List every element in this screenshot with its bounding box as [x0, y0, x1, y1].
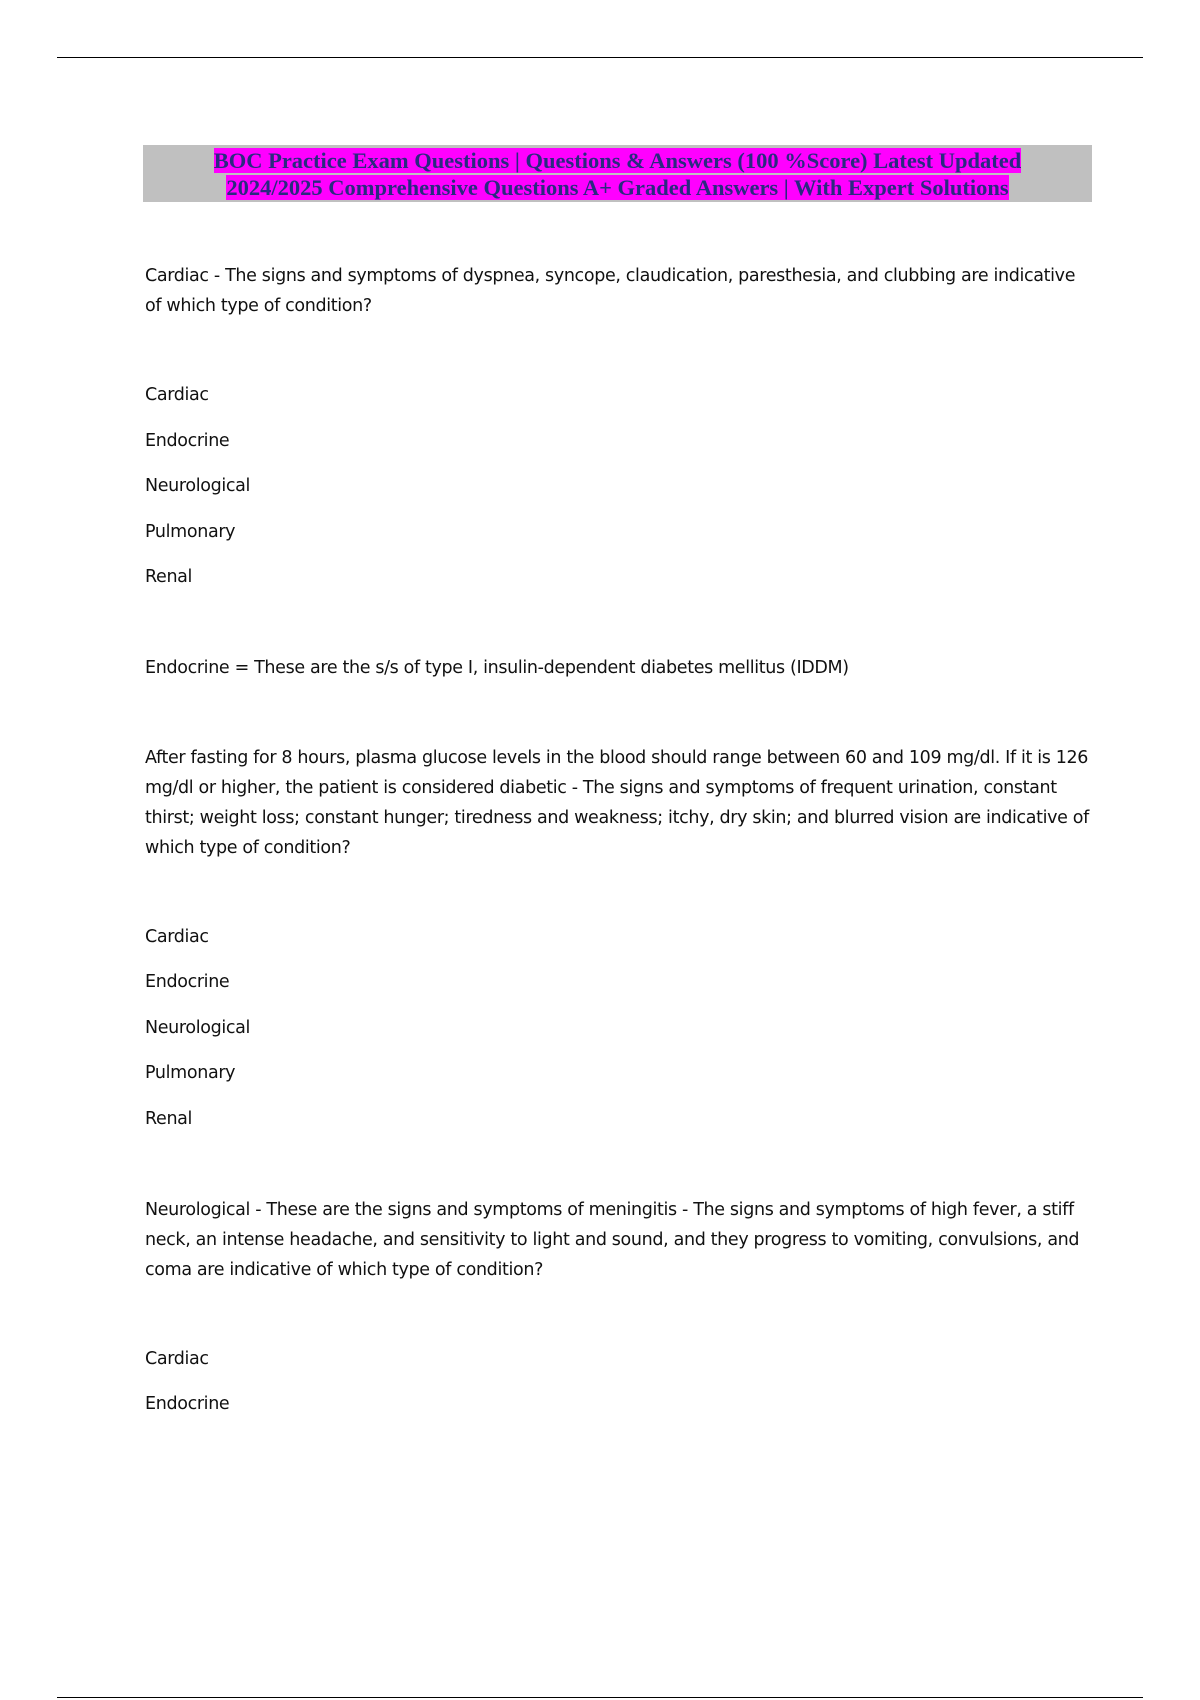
bottom-rule — [57, 1697, 1143, 1698]
question-2-option-3: Neurological — [145, 1018, 251, 1038]
question-3-text: Neurological - These are the signs and symptoms of meningitis - The signs and symptoms of high fever, a stiff neck, an intense headache, and sensitivity to light and sound, and they progress to vomiting, convulsions, and coma are indicative of which type of condition? — [145, 1200, 1080, 1280]
question-2-option-4: Pulmonary — [145, 1063, 236, 1083]
answer-1-text: Endocrine = These are the s/s of type I, insulin-dependent diabetes mellitus (IDDM) — [145, 658, 849, 678]
question-2-option-2: Endocrine — [145, 972, 230, 992]
question-1-option-5: Renal — [145, 567, 193, 587]
question-1-option-4: Pulmonary — [145, 522, 236, 542]
question-2-option-5: Renal — [145, 1109, 193, 1129]
question-2-option-1: Cardiac — [145, 927, 209, 947]
question-1-text: Cardiac - The signs and symptoms of dyspnea, syncope, claudication, paresthesia, and clubbing are indicative of which type of condition? — [145, 266, 1076, 316]
question-1-option-2: Endocrine — [145, 431, 230, 451]
question-1-option-1: Cardiac — [145, 385, 209, 405]
question-3-option-1: Cardiac — [145, 1349, 209, 1369]
question-3-option-2: Endocrine — [145, 1394, 230, 1414]
document-title — [143, 145, 1092, 202]
top-rule — [57, 57, 1143, 58]
question-1-option-3: Neurological — [145, 476, 251, 496]
title-line-2: 2024/2025 Comprehensive Questions A+ Graded Answers | With Expert Solutions — [226, 175, 1009, 200]
title-line-1: BOC Practice Exam Questions | Questions & Answers (100 %Score) Latest Updated — [213, 148, 1022, 173]
question-2-text: After fasting for 8 hours, plasma glucose levels in the blood should range between 60 and 109 mg/dl. If it is 126 mg/dl or higher, the patient is considered diabetic - The signs and symptoms of frequent urination, constant thirst; weight loss; constant hunger; tiredness and weakness; itchy, dry skin; and blurred vision are indicative of which type of condition? — [145, 748, 1089, 858]
